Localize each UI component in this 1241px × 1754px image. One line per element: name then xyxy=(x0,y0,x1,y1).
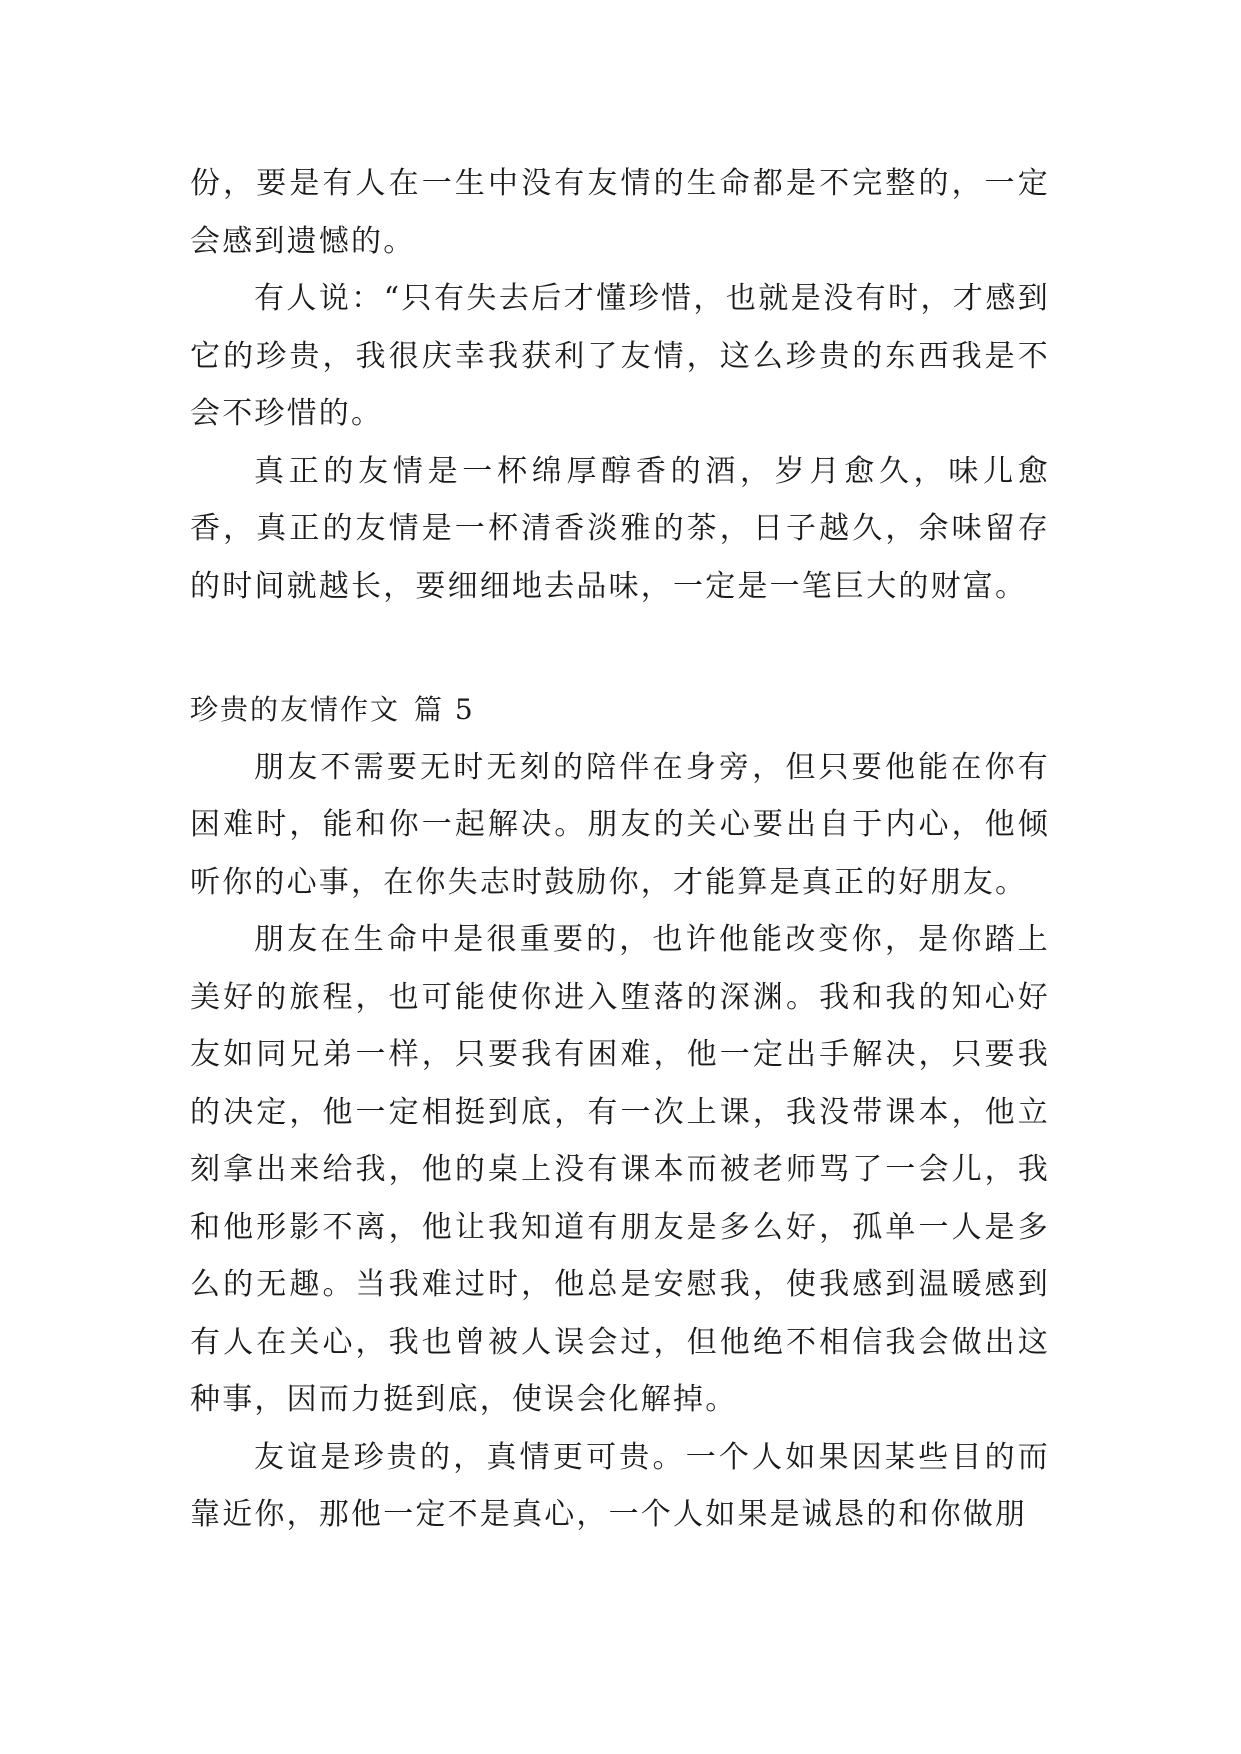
paragraph: 有人说：“只有失去后才懂珍惜，也就是没有时，才感到它的珍贵，我很庆幸我获利了友情，这么珍贵的东西我是不会不珍惜的。 xyxy=(190,281,1050,431)
section-number: 篇 5 xyxy=(414,693,475,726)
section-heading xyxy=(190,681,1050,739)
paragraph: 份，要是有人在一生中没有友情的生命都是不完整的，一定会感到遗憾的。 xyxy=(190,166,1050,259)
paragraph: 朋友在生命中是很重要的，也许他能改变你，是你踏上美好的旅程，也可能使你进入堕落的深渊。我和我的知心好友如同兄弟一样，只要我有困难，他一定出手解决，只要我的决定，他一定相挺到底，有一次上课，我没带课本，他立刻拿出来给我，他的桌上没有课本而被老师骂了一会儿，我和他形影不离，他让我知道有朋友是多么好，孤单一人是多么的无趣。当我难过时，他总是安慰我，使我感到温暖感到有人在关心，我也曾被人误会过，但他绝不相信我会做出这种事，因而力挺到底，使误会化解掉。 xyxy=(190,922,1050,1417)
paragraph: 真正的友情是一杯绵厚醇香的酒，岁月愈久，味儿愈香，真正的友情是一杯清香淡雅的茶，日子越久，余味留存的时间就越长，要细细地去品味，一定是一笔巨大的财富。 xyxy=(190,453,1050,604)
paragraph: 朋友不需要无时无刻的陪伴在身旁，但只要他能在你有困难时，能和你一起解决。朋友的关心要出自于内心，他倾听你的心事，在你失志时鼓励你，才能算是真正的好朋友。 xyxy=(190,749,1050,900)
paragraph: 友谊是珍贵的，真情更可贵。一个人如果因某些目的而靠近你，那他一定不是真心，一个人如果是诚恳的和你做朋 xyxy=(190,1439,1050,1532)
document-body xyxy=(190,155,1050,1544)
section-title: 珍贵的友情作文 xyxy=(190,693,401,726)
